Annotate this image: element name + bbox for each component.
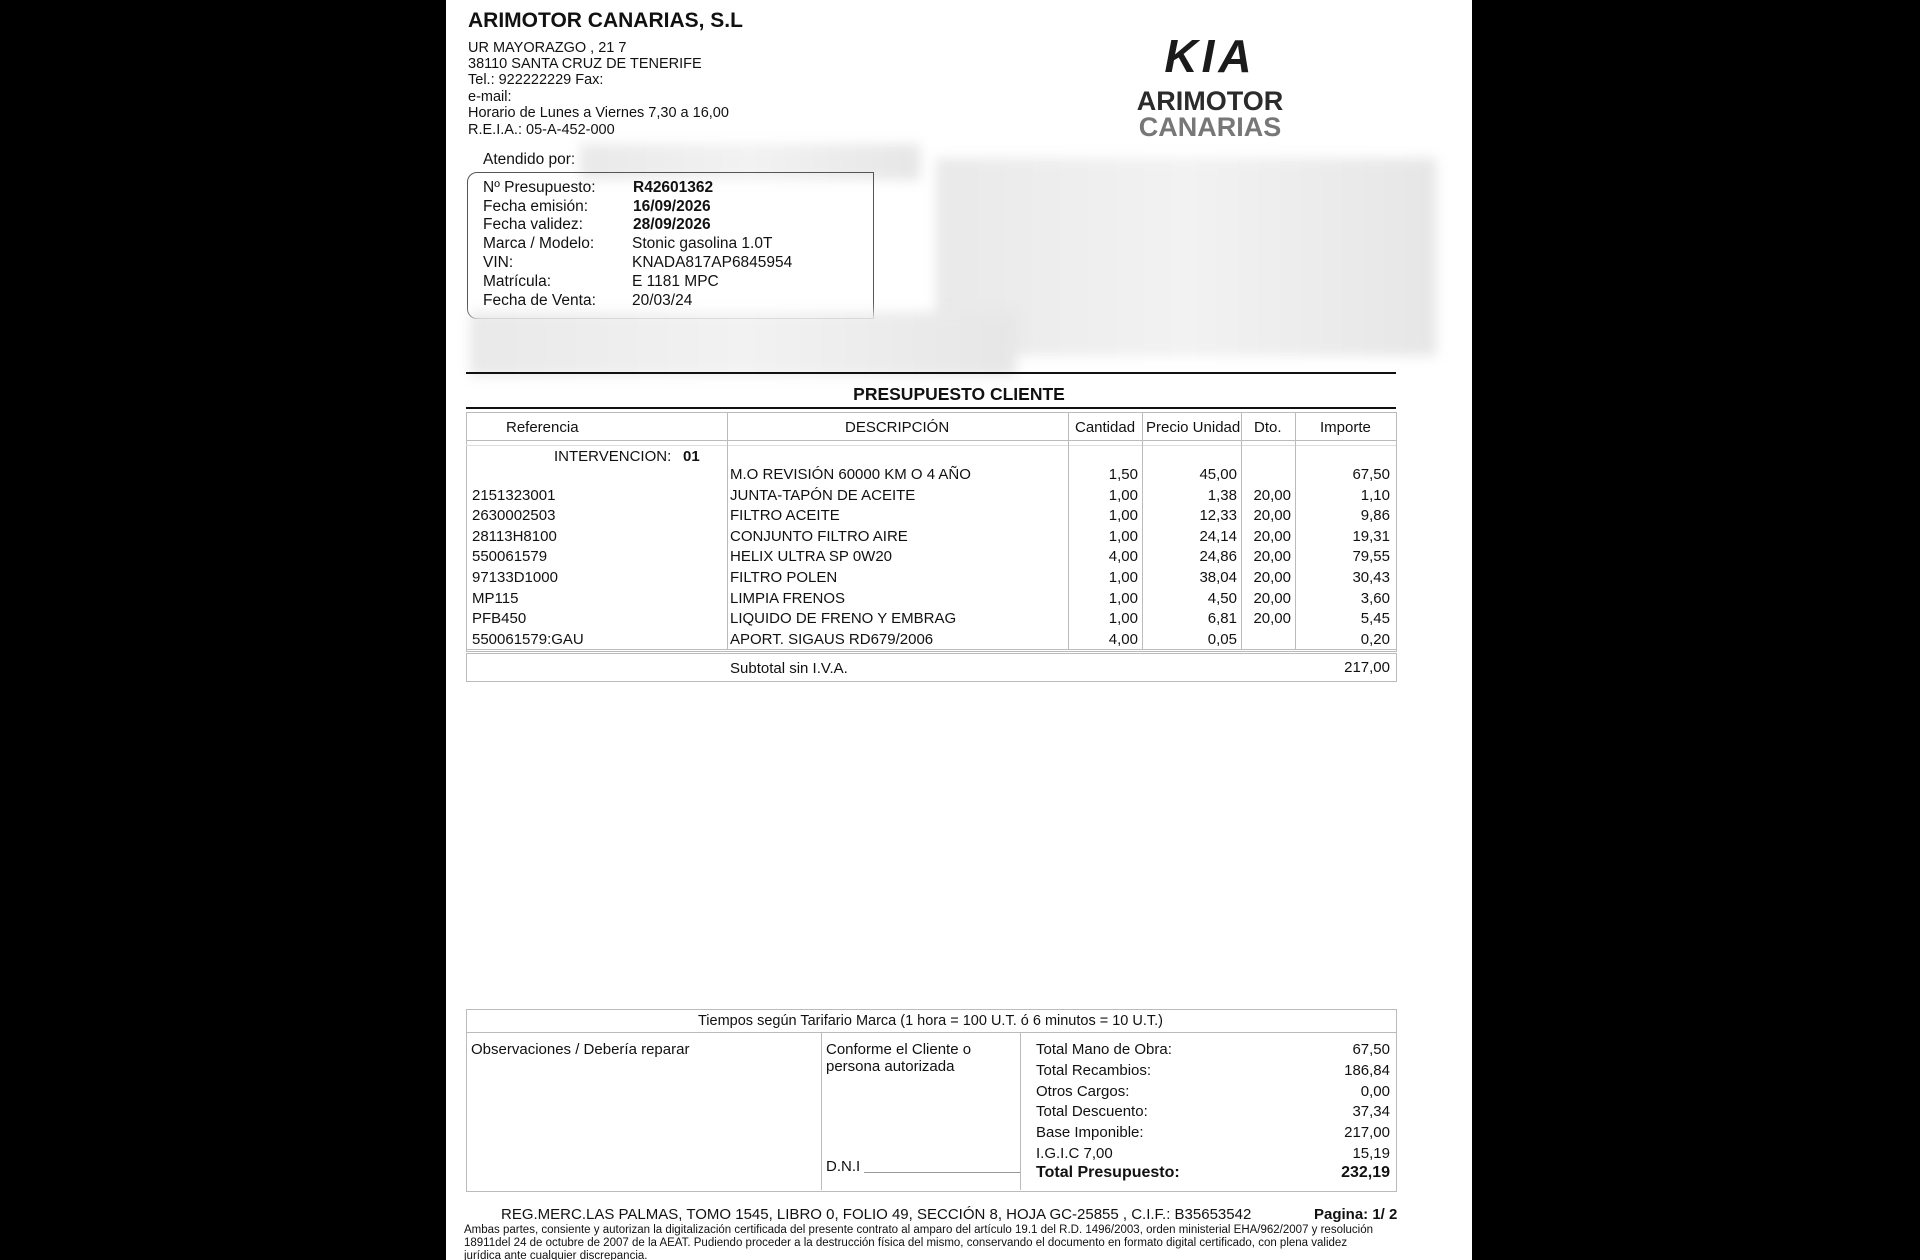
subtotal-value: 217,00 [1344, 659, 1390, 676]
header-dto: Dto. [1254, 419, 1282, 436]
total-label: Total Recambios: [1036, 1061, 1152, 1079]
cell-ref: MP115 [472, 589, 519, 607]
cell-amount: 9,86 [1360, 507, 1390, 525]
cell-amount: 3,60 [1360, 589, 1390, 607]
info-value-quote-number: R42601362 [633, 179, 714, 196]
tiempos-note: Tiempos según Tarifario Marca (1 hora = 100 U.T. ó 6 minutos = 10 U.T.) [697, 1013, 1164, 1029]
intervention-label: INTERVENCION: [554, 448, 672, 465]
registry-info: REG.MERC.LAS PALMAS, TOMO 1545, LIBRO 0, FOLIO 49, SECCIÓN 8, HOJA GC-25855 , C.I.F.: B35653542 [501, 1206, 1252, 1223]
cell-desc: HELIX ULTRA SP 0W20 [730, 548, 893, 566]
info-label-quote-number: Nº Presupuesto: [483, 179, 596, 196]
company-name: ARIMOTOR CANARIAS, S.L [468, 9, 743, 32]
cell-qty: 1,00 [1108, 527, 1138, 545]
company-address-1: UR MAYORAZGO , 21 7 [468, 40, 627, 56]
cell-amount: 1,10 [1360, 486, 1390, 504]
cell-dto: 20,00 [1253, 486, 1291, 504]
col-divider-4 [1241, 412, 1242, 650]
cell-desc: CONJUNTO FILTRO AIRE [730, 527, 908, 545]
cell-desc: APORT. SIGAUS RD679/2006 [730, 630, 934, 648]
redacted-customer-address [470, 312, 1016, 376]
info-label-valid-date: Fecha validez: [483, 216, 583, 233]
footer-col-1 [821, 1032, 822, 1190]
info-value-model: Stonic gasolina 1.0T [632, 235, 773, 252]
cell-amount: 0,20 [1360, 630, 1390, 648]
cell-desc: FILTRO POLEN [730, 569, 838, 586]
info-value-plate: E 1181 MPC [632, 273, 719, 290]
footer-col-2 [1020, 1032, 1021, 1190]
cell-qty: 4,00 [1108, 548, 1138, 566]
total-label: Base Imponible: [1036, 1124, 1144, 1142]
subtotal-divider [466, 649, 1396, 650]
total-label: Total Mano de Obra: [1036, 1041, 1172, 1058]
cell-dto: 20,00 [1253, 589, 1291, 607]
attended-by-label: Atendido por: [483, 151, 576, 168]
cell-price: 38,04 [1199, 569, 1237, 586]
page-number: Pagina: 1/ 2 [1314, 1206, 1398, 1223]
cell-dto: 20,00 [1253, 569, 1291, 586]
cell-ref: 550061579:GAU [472, 630, 584, 648]
cell-amount: 79,55 [1352, 548, 1390, 566]
kia-arimotor-logo [1130, 26, 1290, 144]
info-label-plate: Matrícula: [483, 273, 552, 290]
header-importe: Importe [1320, 419, 1371, 436]
cell-dto: 20,00 [1253, 548, 1291, 566]
table-header-divider-2 [466, 445, 1396, 446]
legal-line-2: 18911del 24 de octubre de 2007 de la AEAT. Pudiendo proceder a la destrucción física del mismo, conservando el documento en formato digital certificado, con plena validez [464, 1237, 1348, 1249]
divider-top [466, 372, 1396, 374]
info-label-sale-date: Fecha de Venta: [483, 292, 596, 309]
cell-qty: 1,00 [1108, 569, 1138, 586]
footer-divider [466, 1032, 1396, 1033]
conforme-line1: Conforme el Cliente o [826, 1041, 972, 1058]
cell-price: 0,05 [1207, 630, 1237, 648]
cell-desc: M.O REVISIÓN 60000 KM O 4 AÑO [730, 466, 971, 483]
table-header-divider [466, 440, 1396, 441]
company-reia: R.E.I.A.: 05-A-452-000 [468, 122, 615, 138]
company-email: e-mail: [468, 89, 512, 105]
header-precio-unidad: Precio Unidad [1146, 419, 1241, 436]
cell-ref: 28113H8100 [472, 527, 557, 545]
total-label: Otros Cargos: [1036, 1082, 1130, 1100]
cell-amount: 5,45 [1360, 610, 1390, 628]
cell-ref: 2151323001 [472, 486, 556, 504]
cell-price: 6,81 [1207, 610, 1237, 628]
col-divider-5 [1295, 412, 1296, 650]
cell-amount: 67,50 [1352, 466, 1390, 483]
total-value: 0,00 [1360, 1082, 1390, 1100]
document-page [446, 0, 1472, 1260]
info-label-issue-date: Fecha emisión: [483, 198, 589, 215]
cell-qty: 4,00 [1108, 630, 1138, 648]
cell-price: 45,00 [1199, 466, 1237, 483]
total-value: 186,84 [1344, 1061, 1390, 1079]
svg-text:KIA: KIA [1164, 30, 1256, 82]
legal-line-3: jurídica ante cualquier discrepancia. [464, 1250, 648, 1260]
info-value-issue-date: 16/09/2026 [633, 198, 711, 215]
cell-desc: FILTRO ACEITE [730, 507, 840, 525]
footer-box [466, 1009, 1397, 1192]
cell-ref: PFB450 [472, 610, 527, 628]
cell-amount: 19,31 [1352, 527, 1390, 545]
dni-label: D.N.I [826, 1158, 861, 1175]
cell-amount: 30,43 [1352, 569, 1390, 586]
total-value: 37,34 [1352, 1103, 1390, 1121]
subtotal-row [466, 653, 1397, 682]
info-value-sale-date: 20/03/24 [632, 292, 693, 309]
cell-price: 4,50 [1207, 589, 1237, 607]
cell-price: 1,38 [1207, 486, 1237, 504]
cell-dto: 20,00 [1253, 610, 1291, 628]
cell-qty: 1,00 [1108, 610, 1138, 628]
cell-desc: LIMPIA FRENOS [730, 589, 846, 607]
cell-qty: 1,00 [1108, 486, 1138, 504]
observaciones-label: Observaciones / Debería reparar [471, 1041, 690, 1058]
info-value-vin: KNADA817AP6845954 [632, 254, 793, 271]
svg-text:ARIMOTOR: ARIMOTOR [1136, 86, 1284, 116]
cell-ref: 2630002503 [472, 507, 556, 525]
col-divider-1 [727, 412, 728, 650]
cell-desc: JUNTA-TAPÓN DE ACEITE [730, 486, 916, 504]
legal-line-1: Ambas partes, consiente y autorizan la digitalización certificada del presente contrato al amparo del artículo 19.1 del R.D. 1496/2003, orden ministerial EHA/962/2007 y resolución [464, 1224, 1374, 1236]
col-divider-3 [1142, 412, 1143, 650]
cell-price: 12,33 [1199, 507, 1237, 525]
svg-text:CANARIAS: CANARIAS [1138, 112, 1282, 142]
document-title: PRESUPUESTO CLIENTE [853, 384, 1065, 404]
col-divider-2 [1068, 412, 1069, 650]
subtotal-label: Subtotal sin I.V.A. [730, 660, 848, 677]
company-address-2: 38110 SANTA CRUZ DE TENERIFE [468, 56, 702, 72]
dni-line [864, 1172, 1020, 1173]
grand-total-label: Total Presupuesto: [1036, 1164, 1180, 1181]
cell-desc: LIQUIDO DE FRENO Y EMBRAG [730, 610, 957, 628]
divider-title [466, 407, 1396, 409]
header-referencia: Referencia [506, 419, 579, 436]
intervention-number: 01 [683, 448, 700, 465]
conforme-line2: persona autorizada [826, 1058, 955, 1075]
cell-qty: 1,00 [1108, 589, 1138, 607]
cell-qty: 1,50 [1108, 466, 1138, 483]
header-descripcion: DESCRIPCIÓN [845, 419, 950, 436]
grand-total-value: 232,19 [1341, 1164, 1390, 1181]
header-cantidad: Cantidad [1075, 419, 1136, 436]
total-label: I.G.I.C 7,00 [1036, 1145, 1113, 1162]
cell-price: 24,86 [1199, 548, 1237, 566]
company-phone: Tel.: 922222229 Fax: [468, 72, 604, 88]
cell-qty: 1,00 [1108, 507, 1138, 525]
total-value: 67,50 [1352, 1041, 1390, 1058]
cell-price: 24,14 [1199, 527, 1237, 545]
cell-dto: 20,00 [1253, 507, 1291, 525]
info-value-valid-date: 28/09/2026 [633, 216, 711, 233]
cell-ref: 97133D1000 [472, 569, 558, 586]
total-label: Total Descuento: [1036, 1103, 1148, 1121]
company-hours: Horario de Lunes a Viernes 7,30 a 16,00 [468, 105, 729, 121]
cell-ref: 550061579 [472, 548, 548, 566]
kia-logo-icon [1130, 26, 1290, 144]
cell-dto: 20,00 [1253, 527, 1291, 545]
info-label-vin: VIN: [483, 254, 514, 271]
total-value: 15,19 [1352, 1145, 1390, 1162]
info-label-model: Marca / Modelo: [483, 235, 595, 252]
total-value: 217,00 [1344, 1124, 1390, 1142]
